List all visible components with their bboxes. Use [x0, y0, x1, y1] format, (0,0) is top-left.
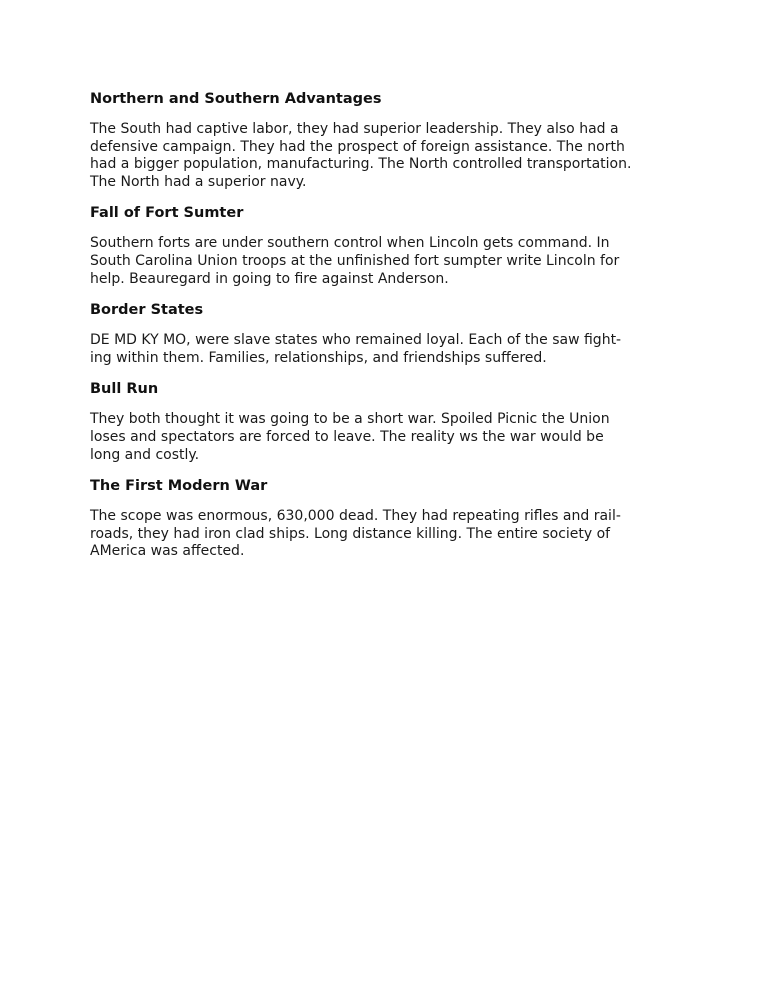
- section-first-modern-war: [90, 476, 680, 561]
- text-line: had a bigger population, manufacturing. The North controlled transportation.: [90, 156, 632, 173]
- text-line: roads, they had iron clad ships. Long distance killing. The entire society of: [90, 525, 611, 542]
- section-northern-southern-advantages: [90, 89, 680, 191]
- text-line: The South had captive labor, they had superior leadership. They also had a: [90, 121, 619, 137]
- section-body: [90, 411, 680, 464]
- text-line: long and costly.: [90, 446, 200, 463]
- text-line: The scope was enormous, 630,000 dead. They had repeating rifles and rail-: [90, 508, 621, 525]
- section-body: [90, 332, 680, 367]
- text-line: Southern forts are under southern control when Lincoln gets command. In: [90, 235, 610, 252]
- text-line: loses and spectators are forced to leave. The reality ws the war would be: [90, 428, 604, 445]
- text-line: They both thought it was going to be a short war. Spoiled Picnic the Union: [90, 411, 610, 428]
- section-body: [90, 235, 680, 288]
- section-heading: Northern and Southern Advantages: [90, 91, 382, 107]
- section-body: [90, 508, 680, 561]
- section-bull-run: [90, 379, 680, 464]
- text-line: South Carolina Union troops at the unfinished fort sumpter write Lincoln for: [90, 252, 620, 269]
- document-page: [90, 89, 680, 573]
- text-line: ing within them. Families, relationships, and friendships suffered.: [90, 349, 547, 366]
- text-line: help. Beauregard in going to fire against Anderson.: [90, 270, 449, 287]
- section-border-states: [90, 300, 680, 367]
- section-heading: The First Modern War: [90, 478, 268, 495]
- section-heading: Fall of Fort Sumter: [90, 205, 244, 222]
- section-heading: Border States: [90, 302, 204, 319]
- text-line: DE MD KY MO, were slave states who remained loyal. Each of the saw fight-: [90, 332, 622, 349]
- section-fall-of-fort-sumter: [90, 203, 680, 288]
- section-body: [90, 121, 680, 191]
- section-heading: Bull Run: [90, 381, 159, 398]
- text-line: AMerica was affected.: [90, 543, 245, 560]
- text-line: defensive campaign. They had the prospect of foreign assistance. The north: [90, 138, 625, 155]
- text-line: The North had a superior navy.: [90, 173, 307, 190]
